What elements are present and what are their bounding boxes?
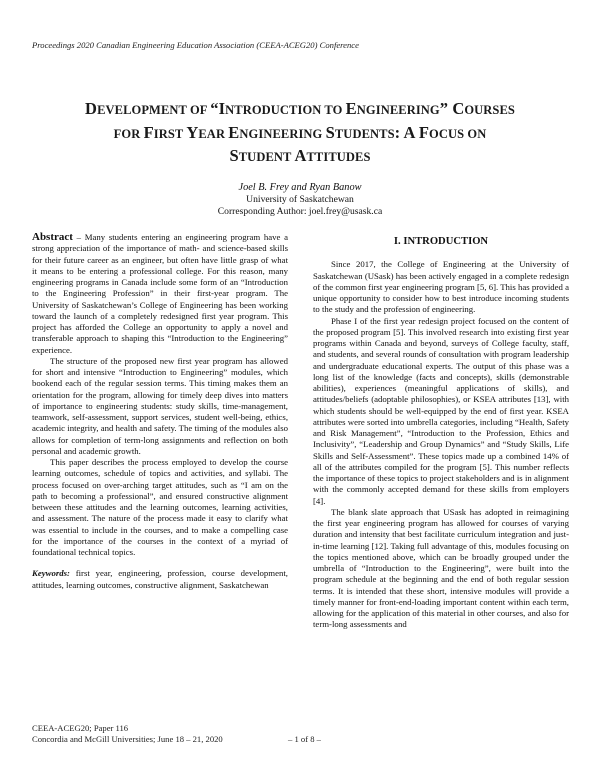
page-footer — [32, 723, 572, 745]
title-line-2: FOR FIRST YEAR ENGINEERING STUDENTS: A FOCUS ON — [113, 122, 487, 142]
running-head: Proceedings 2020 Canadian Engineering Education Association (CEEA-ACEG20) Conference — [32, 40, 359, 50]
footer-venue: Concordia and McGill Universities; June 18 – 21, 2020 — [32, 734, 223, 744]
abstract-paragraph-2: The structure of the proposed new first year program has allowed for short and intensive “Introduction to Engineering” modules, which bookend each of the regular session terms. This timing makes them an orientation for the program, allowing for timely deep dives into matters of importance to engineering students: study skills, time-management, teamwork, self-assessment, support services, student well-being, ethics, academic integrity, and health and safety. The timing of the modules also allows for completion of term-long assignments and reflection on both personal and academic growth. — [32, 355, 288, 456]
paper-title — [40, 98, 560, 169]
page-number: – 1 of 8 – — [288, 734, 321, 744]
title-line-3: STUDENT ATTITUDES — [229, 146, 371, 165]
abstract-paragraph-3: This paper describes the process employed to develop the course learning outcomes, schedule of topics and activities, and syllabi. The process focused on over-arching target attitudes, such as “I am on the path to becoming a professional”, and ensured constructive alignment between these attitudes and the learning outcomes, learning activities, and assessment. The nature of the process made it easy to clarify what was essential to include in the courses, and to make a compelling case for the importance of the courses in the context of a myriad of foundational technical topics. — [32, 457, 288, 557]
left-column — [32, 232, 288, 591]
intro-paragraph-1: Since 2017, the College of Engineering at the University of Saskatchewan (USask) has been actively engaged in a complete redesign of the common first year engineering program [5, 6]. This has provided a unique opportunity to consider how to best introduce incoming students to the study and the profession of engineering. — [313, 259, 569, 315]
abstract-paragraph-1: Abstract – Many students entering an engineering program have a strong appreciation of the importance of math- and science-based skills for their future career as an engineer, but often have little grasp of what it means to be entering a professional college. For this reason, many engineering programs in Canada include some form of an “Introduction to the Engineering Profession” in their first-year program. The University of Saskatchewan’s College of Engineering has been working toward the launch of a completely redesigned first year program. This project has afforded the College an opportunity to apply a novel and transferable approach to shaping this “Introduction to the Engineering” experience. — [32, 231, 288, 355]
keywords: Keywords: first year, engineering, profession, course development, attitudes, learning outcomes, constructive alignment, Saskatchewan — [32, 568, 288, 590]
author-affiliation: University of Saskatchewan — [246, 193, 354, 205]
author-names: Joel B. Frey and Ryan Banow — [238, 182, 362, 193]
title-line-1: DEVELOPMENT OF “INTRODUCTION TO ENGINEERING” COURSES — [85, 99, 515, 118]
abstract-label: Abstract — [32, 231, 73, 243]
intro-paragraph-2: Phase I of the first year redesign project focused on the content of the proposed program [5]. This involved research into existing first year programs within Canada and beyond, surveys of College faculty, staff, and students, and several rounds of consultation with program leadership and undergraduate educational experts. The output of this phase was a long list of the knowledge (facts and concepts), skills (demonstrable abilities), experiences (meaningful applications of skills), and attitudes/beliefs (adoptable philosophies), or KSEA attributes [13], with which students should be well-equipped by the end of first year. KSEA attributes were sorted into umbrella categories, including “Health, Safety and Risk Management”, “Introduction to the Profession, Ethics and Inclusivity”, “Leadership and Group Dynamics” and “Study Skills, Life Skills and Self-Assessment”. These topics made up a combined 14% of all of the attributes compiled for the program [5]. This number reflects the importance of these topics to project stakeholders and is in alignment with the commonly accepted demand for these skills from employers [4]. — [313, 315, 569, 506]
section-heading-introduction: I. INTRODUCTION — [393, 236, 489, 247]
footer-paper-id: CEEA-ACEG20; Paper 116 — [32, 723, 129, 733]
keywords-label: Keywords: — [32, 568, 70, 579]
corresponding-author: Corresponding Author: joel.frey@usask.ca — [217, 205, 383, 217]
intro-paragraph-3: The blank slate approach that USask has adopted in reimagining the first year engineering program has allowed for courses of varying duration and intensity that best facilitate curriculum integration and just-in-time learning [12]. Taking full advantage of this, modules focusing on the topics mentioned above, which can be broadly grouped under the umbrella of “Introduction to the Engineering”, were built into the program schedule at the beginning and the end of both regular session terms. It is intended that these short, intensive modules will provide a timely manner for front-end-loading important content within each term, allowing for the application of this material in other courses, and also for term-long assessments and — [313, 506, 569, 630]
right-column — [313, 236, 569, 631]
author-block — [0, 182, 600, 217]
